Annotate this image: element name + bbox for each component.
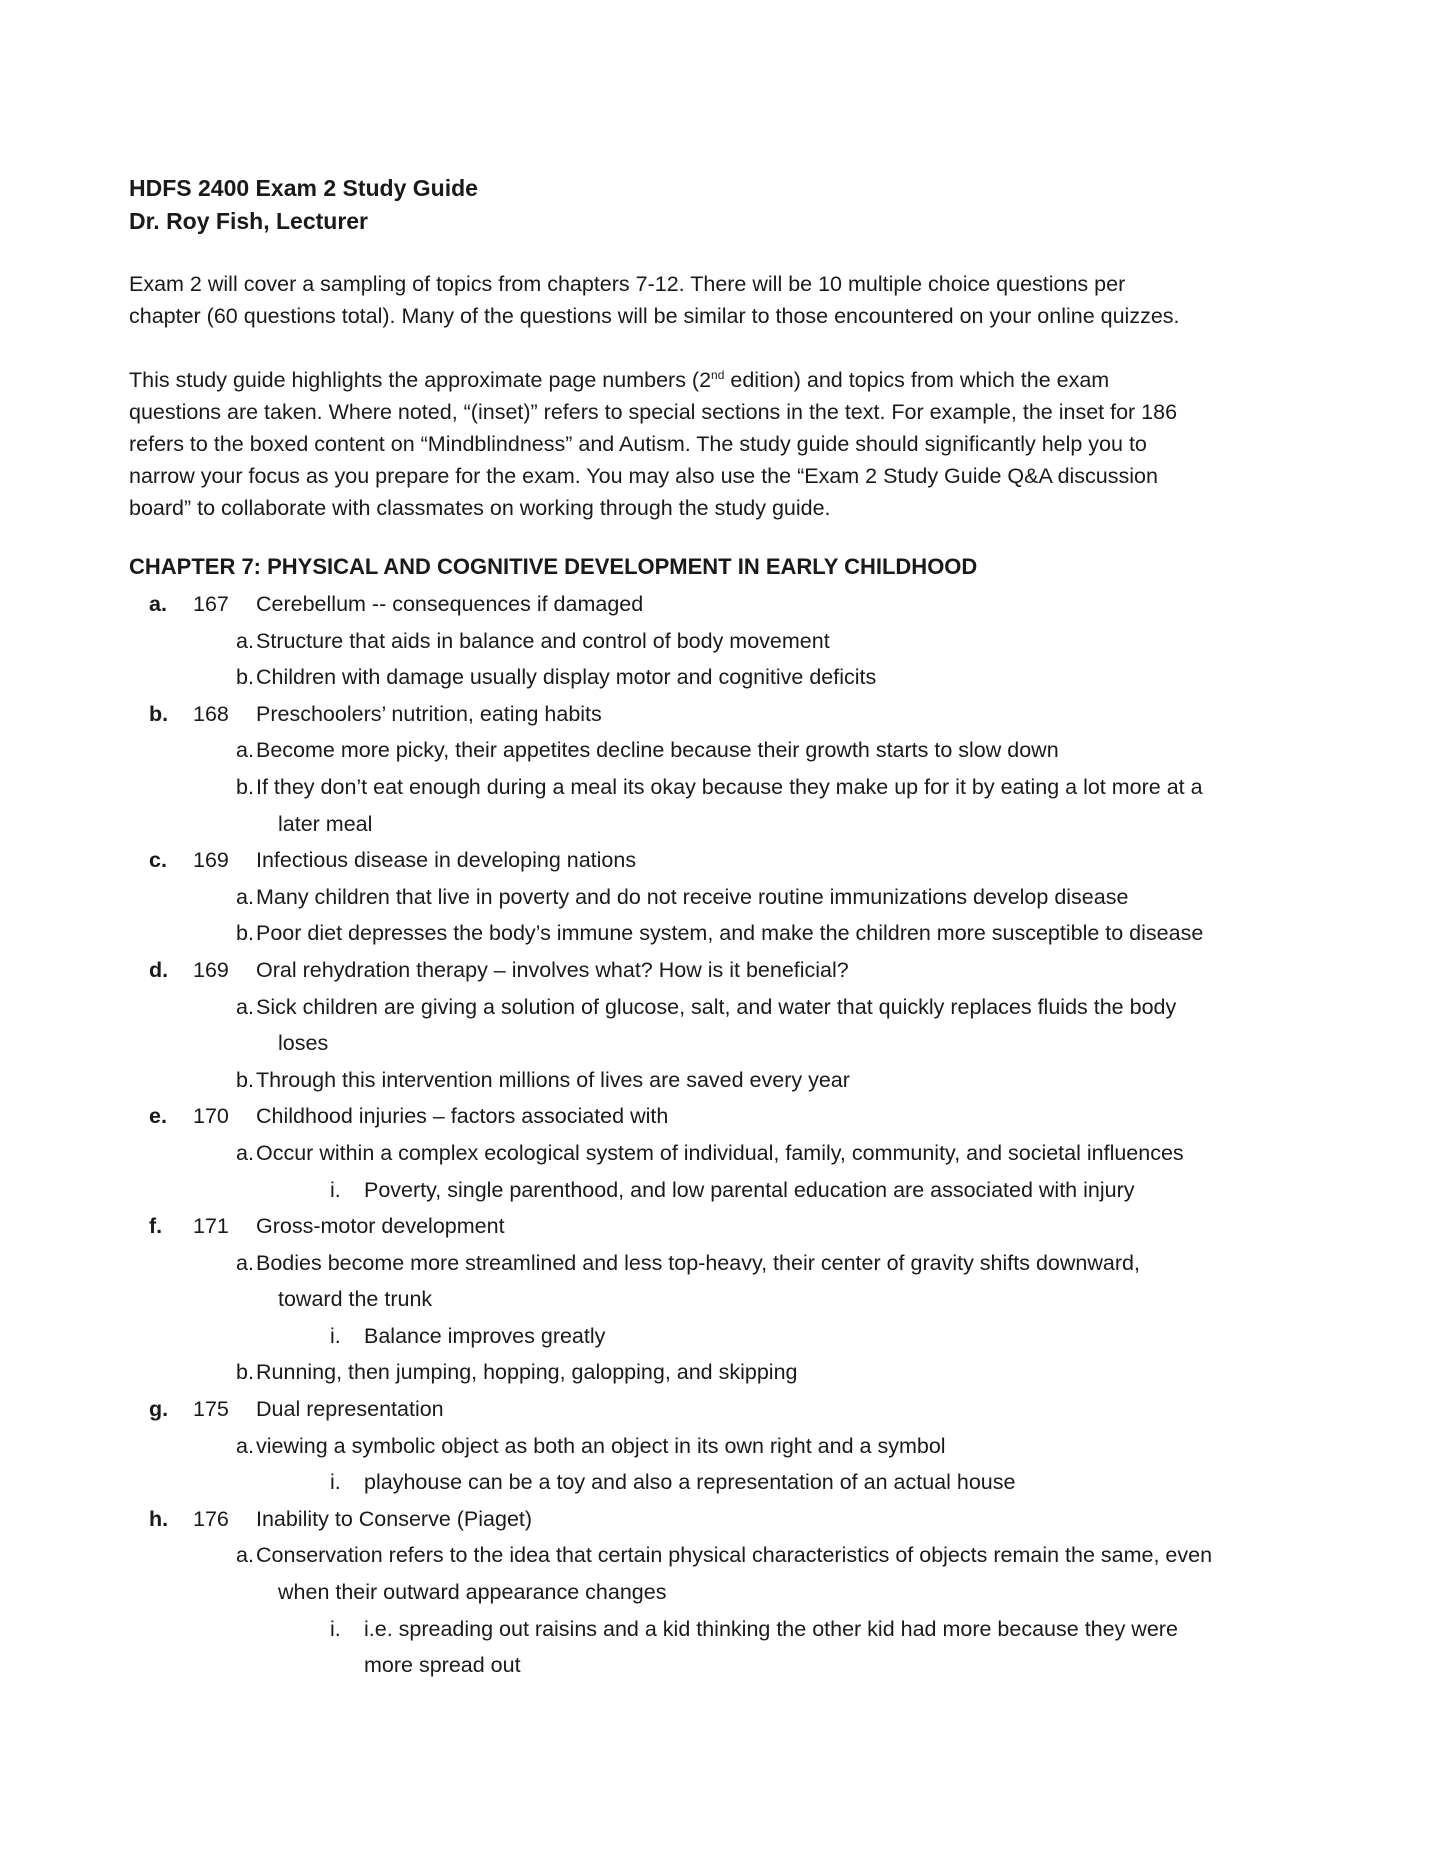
outline-text: playhouse can be a toy and also a representation of an actual house xyxy=(364,1470,1016,1495)
topic-title: Dual representation xyxy=(256,1397,444,1422)
topic-marker: f. xyxy=(149,1214,163,1239)
intro-paragraph-1 xyxy=(129,268,1344,332)
topic-title: Infectious disease in developing nations xyxy=(256,848,637,873)
outline-row xyxy=(0,1647,1456,1684)
topic-marker: d. xyxy=(149,957,169,982)
outline-row xyxy=(0,1464,1456,1501)
topic-page-number: 167 xyxy=(193,592,229,616)
outline-marker: a. xyxy=(236,1250,254,1275)
outline-text: Occur within a complex ecological system of individual, family, community, and societal influences xyxy=(256,1140,1184,1165)
topic-title: Inability to Conserve (Piaget) xyxy=(256,1506,533,1531)
topic-row xyxy=(0,842,1456,879)
outline-marker: a. xyxy=(236,1543,254,1568)
outline-row xyxy=(0,879,1456,916)
topic-page-number: 170 xyxy=(193,1104,229,1129)
outline-text: later meal xyxy=(278,811,373,836)
outline-text: viewing a symbolic object as both an object in its own right and a symbol xyxy=(256,1433,946,1458)
outline-text: Structure that aids in balance and control of body movement xyxy=(256,628,830,653)
outline-text: when their outward appearance changes xyxy=(278,1580,667,1605)
outline-text: more spread out xyxy=(364,1653,521,1678)
outline-row xyxy=(0,1062,1456,1099)
topic-row xyxy=(0,1098,1456,1135)
outline-text: i.e. spreading out raisins and a kid thinking the other kid had more because they were xyxy=(364,1616,1178,1641)
topic-title: Oral rehydration therapy – involves what? How is it beneficial? xyxy=(256,957,849,982)
topic-marker: e. xyxy=(149,1104,167,1129)
intro-line: board” to collaborate with classmates on working through the study guide. xyxy=(129,496,831,520)
outline-text: Running, then jumping, hopping, galopping, and skipping xyxy=(256,1360,798,1385)
outline-marker: i. xyxy=(330,1323,341,1348)
outline-marker: a. xyxy=(236,1433,254,1458)
intro-text: edition) and topics from which the exam xyxy=(724,368,1110,392)
outline-marker: b. xyxy=(236,665,254,690)
topic-row xyxy=(0,1501,1456,1538)
outline-text: toward the trunk xyxy=(278,1287,433,1312)
outline-text: Through this intervention millions of lives are saved every year xyxy=(256,1067,850,1092)
outline-text: loses xyxy=(278,1031,329,1056)
outline-text: If they don’t eat enough during a meal its okay because they make up for it by eating a lot more at a xyxy=(256,774,1203,799)
outline-row xyxy=(0,1172,1456,1209)
outline-row xyxy=(0,732,1456,769)
intro-line: Exam 2 will cover a sampling of topics from chapters 7-12. There will be 10 multiple choice questions per xyxy=(129,272,1126,296)
outline-marker: b. xyxy=(236,1067,254,1092)
outline-row xyxy=(0,623,1456,660)
document-title: HDFS 2400 Exam 2 Study Guide xyxy=(129,175,478,201)
intro-line: chapter (60 questions total). Many of the questions will be similar to those encountered on your online quizzes. xyxy=(129,304,1180,328)
outline-row xyxy=(0,1245,1456,1282)
topic-title: Cerebellum -- consequences if damaged xyxy=(256,592,644,616)
outline-text: Children with damage usually display motor and cognitive deficits xyxy=(256,665,877,690)
chapter-heading: CHAPTER 7: PHYSICAL AND COGNITIVE DEVELOPMENT IN EARLY CHILDHOOD xyxy=(129,554,978,579)
topic-page-number: 169 xyxy=(193,957,229,982)
topic-page-number: 176 xyxy=(193,1506,229,1531)
topic-page-number: 168 xyxy=(193,701,229,726)
intro-text: This study guide highlights the approximate page numbers (2 xyxy=(129,368,712,392)
topic-title: Gross-motor development xyxy=(256,1214,505,1239)
topic-page-number: 175 xyxy=(193,1397,229,1422)
document-header xyxy=(129,172,478,238)
outline-marker: a. xyxy=(236,884,254,909)
outline-row xyxy=(0,1281,1456,1318)
outline-text: Bodies become more streamlined and less top-heavy, their center of gravity shifts downward, xyxy=(256,1250,1140,1275)
outline-marker: a. xyxy=(236,738,254,763)
outline-marker: b. xyxy=(236,774,254,799)
topic-marker: c. xyxy=(149,848,167,873)
outline-marker: b. xyxy=(236,921,254,946)
outline-row xyxy=(0,1537,1456,1574)
outline-row xyxy=(0,1428,1456,1465)
outline-row xyxy=(0,1611,1456,1648)
topic-marker: b. xyxy=(149,701,169,726)
outline-marker: i. xyxy=(330,1616,341,1641)
outline-row xyxy=(0,659,1456,696)
outline-text: Many children that live in poverty and do not receive routine immunizations develop disease xyxy=(256,884,1129,909)
topic-row xyxy=(0,586,1456,623)
outline-row xyxy=(0,1354,1456,1391)
outline-text: Balance improves greatly xyxy=(364,1323,606,1348)
intro-line: narrow your focus as you prepare for the exam. You may also use the “Exam 2 Study Guide Q&A discussion xyxy=(129,464,1158,488)
topic-marker: a. xyxy=(149,592,167,616)
outline-row xyxy=(0,1574,1456,1611)
topic-list xyxy=(0,586,1456,1684)
topic-row xyxy=(0,696,1456,733)
outline-marker: a. xyxy=(236,628,254,653)
outline-row xyxy=(0,1135,1456,1172)
outline-text: Become more picky, their appetites decline because their growth starts to slow down xyxy=(256,738,1059,763)
outline-row xyxy=(0,769,1456,806)
topic-title: Childhood injuries – factors associated with xyxy=(256,1104,669,1129)
outline-row xyxy=(0,989,1456,1026)
outline-marker: a. xyxy=(236,994,254,1019)
document-author: Dr. Roy Fish, Lecturer xyxy=(129,208,369,234)
topic-title: Preschoolers’ nutrition, eating habits xyxy=(256,701,602,726)
topic-marker: h. xyxy=(149,1506,169,1531)
topic-row xyxy=(0,952,1456,989)
outline-text: Poverty, single parenthood, and low parental education are associated with injury xyxy=(364,1177,1135,1202)
intro-paragraph-2 xyxy=(129,364,1344,524)
intro-line: refers to the boxed content on “Mindblindness” and Autism. The study guide should significantly help you to xyxy=(129,432,1147,456)
outline-marker: a. xyxy=(236,1140,254,1165)
topic-page-number: 171 xyxy=(193,1214,229,1239)
topic-page-number: 169 xyxy=(193,848,229,873)
outline-text: Poor diet depresses the body’s immune system, and make the children more susceptible to disease xyxy=(256,921,1204,946)
outline-row xyxy=(0,915,1456,952)
outline-marker: i. xyxy=(330,1470,341,1495)
topic-marker: g. xyxy=(149,1397,169,1422)
outline-row xyxy=(0,806,1456,843)
outline-marker: b. xyxy=(236,1360,254,1385)
outline-row xyxy=(0,1025,1456,1062)
intro-line xyxy=(129,364,1344,396)
outline-row xyxy=(0,1318,1456,1355)
superscript: nd xyxy=(711,367,725,382)
intro-line: questions are taken. Where noted, “(inset)” refers to special sections in the text. For example, the inset for 186 xyxy=(129,400,1178,424)
outline-text: Conservation refers to the idea that certain physical characteristics of objects remain the same, even xyxy=(256,1543,1213,1568)
topic-row xyxy=(0,1391,1456,1428)
outline-text: Sick children are giving a solution of glucose, salt, and water that quickly replaces fluids the body xyxy=(256,994,1177,1019)
outline-marker: i. xyxy=(330,1177,341,1202)
topic-row xyxy=(0,1208,1456,1245)
